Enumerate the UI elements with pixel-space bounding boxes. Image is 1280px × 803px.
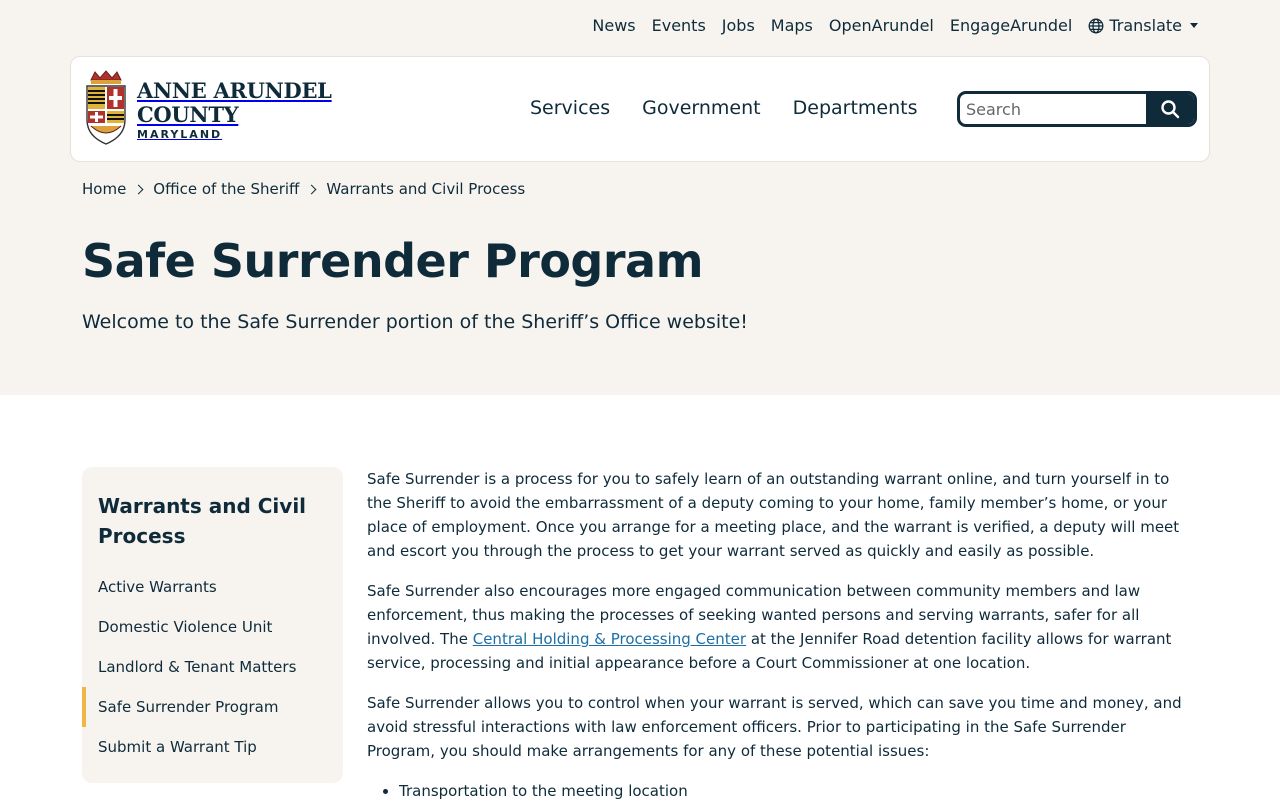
page-subtitle: Welcome to the Safe Surrender portion of the Sheriff’s Office website! [82,311,748,333]
search-box [957,91,1197,127]
sidebar-title: Warrants and Civil Process [98,494,307,548]
translate-label: Translate [1109,16,1182,35]
main-nav [530,97,918,119]
search-button[interactable] [1146,94,1194,124]
logo-name-line2: COUNTY [137,101,239,127]
logo-state: MARYLAND [137,127,223,141]
content-paragraph-3: Safe Surrender allows you to control when your warrant is served, which can save you time and money, and avoid stressful interactions with law enforcement officers. Prior to participating in the Safe Surrender Program, you should make arrangements for any of these potential issues: [367,694,1182,760]
content-paragraph-2 [367,579,1197,675]
sidebar-list [82,567,343,767]
breadcrumb-sheriff[interactable]: Office of the Sheriff [153,180,300,198]
sidebar-item-active-warrants[interactable]: Active Warrants [98,578,217,596]
hero-band [0,0,1280,395]
utility-link-openarundel[interactable]: OpenArundel [828,16,934,35]
utility-nav [592,16,1198,35]
chevron-right-icon [134,184,144,194]
caret-down-icon [1190,23,1198,28]
p2-text-after: at the Jennifer Road detention facility allows for warrant service, processing and initial appearance before a Court Commissioner at one location. [367,630,1172,672]
nav-departments[interactable]: Departments [792,97,918,119]
nav-government[interactable]: Government [642,97,761,119]
utility-link-engagearundel[interactable]: EngageArundel [949,16,1073,35]
sidebar-item-warrant-tip[interactable]: Submit a Warrant Tip [98,738,257,756]
issues-list [367,779,1197,803]
sidebar-item-domestic-violence[interactable]: Domestic Violence Unit [98,618,273,636]
globe-icon [1088,18,1104,34]
content-paragraph-1: Safe Surrender is a process for you to safely learn of an outstanding warrant online, and turn yourself in to the Sheriff to avoid the embarrassment of a deputy coming to your home, family member’s home, or your place of employment. Once you arrange for a meeting place, and the warrant is verified, a deputy will meet and escort you through the process to get your warrant served as quickly and easily as possible. [367,470,1180,560]
page-title: Safe Surrender Program [82,234,704,288]
logo-name-line1: ANNE ARUNDEL [137,77,332,103]
main-content [367,467,1197,803]
site-header [70,56,1210,162]
search-input[interactable] [960,94,1146,124]
breadcrumb-warrants[interactable]: Warrants and Civil Process [326,180,526,198]
sidebar-item-safe-surrender[interactable]: Safe Surrender Program [82,687,343,727]
central-holding-link[interactable]: Central Holding & Processing Center [472,630,747,648]
translate-dropdown[interactable] [1088,16,1198,35]
county-logo[interactable] [83,70,332,148]
chevron-right-icon [307,184,317,194]
county-seal-icon [83,70,129,148]
search-icon [1160,99,1180,119]
p2-text-before: Safe Surrender also encourages more engaged communication between community members and law enforcement, thus making the processes of seeking wanted persons and serving warrants, safer for all involved. The [367,582,1141,648]
breadcrumb-home[interactable]: Home [82,180,127,198]
utility-link-jobs[interactable]: Jobs [721,16,755,35]
utility-link-maps[interactable]: Maps [770,16,813,35]
nav-services[interactable]: Services [530,97,611,119]
list-item: • Transportation to the meeting location [399,779,1197,803]
breadcrumb [82,180,525,198]
utility-link-events[interactable]: Events [651,16,706,35]
sidebar-item-landlord-tenant[interactable]: Landlord & Tenant Matters [98,658,297,676]
section-sidebar [82,467,343,783]
utility-link-news[interactable]: News [592,16,636,35]
